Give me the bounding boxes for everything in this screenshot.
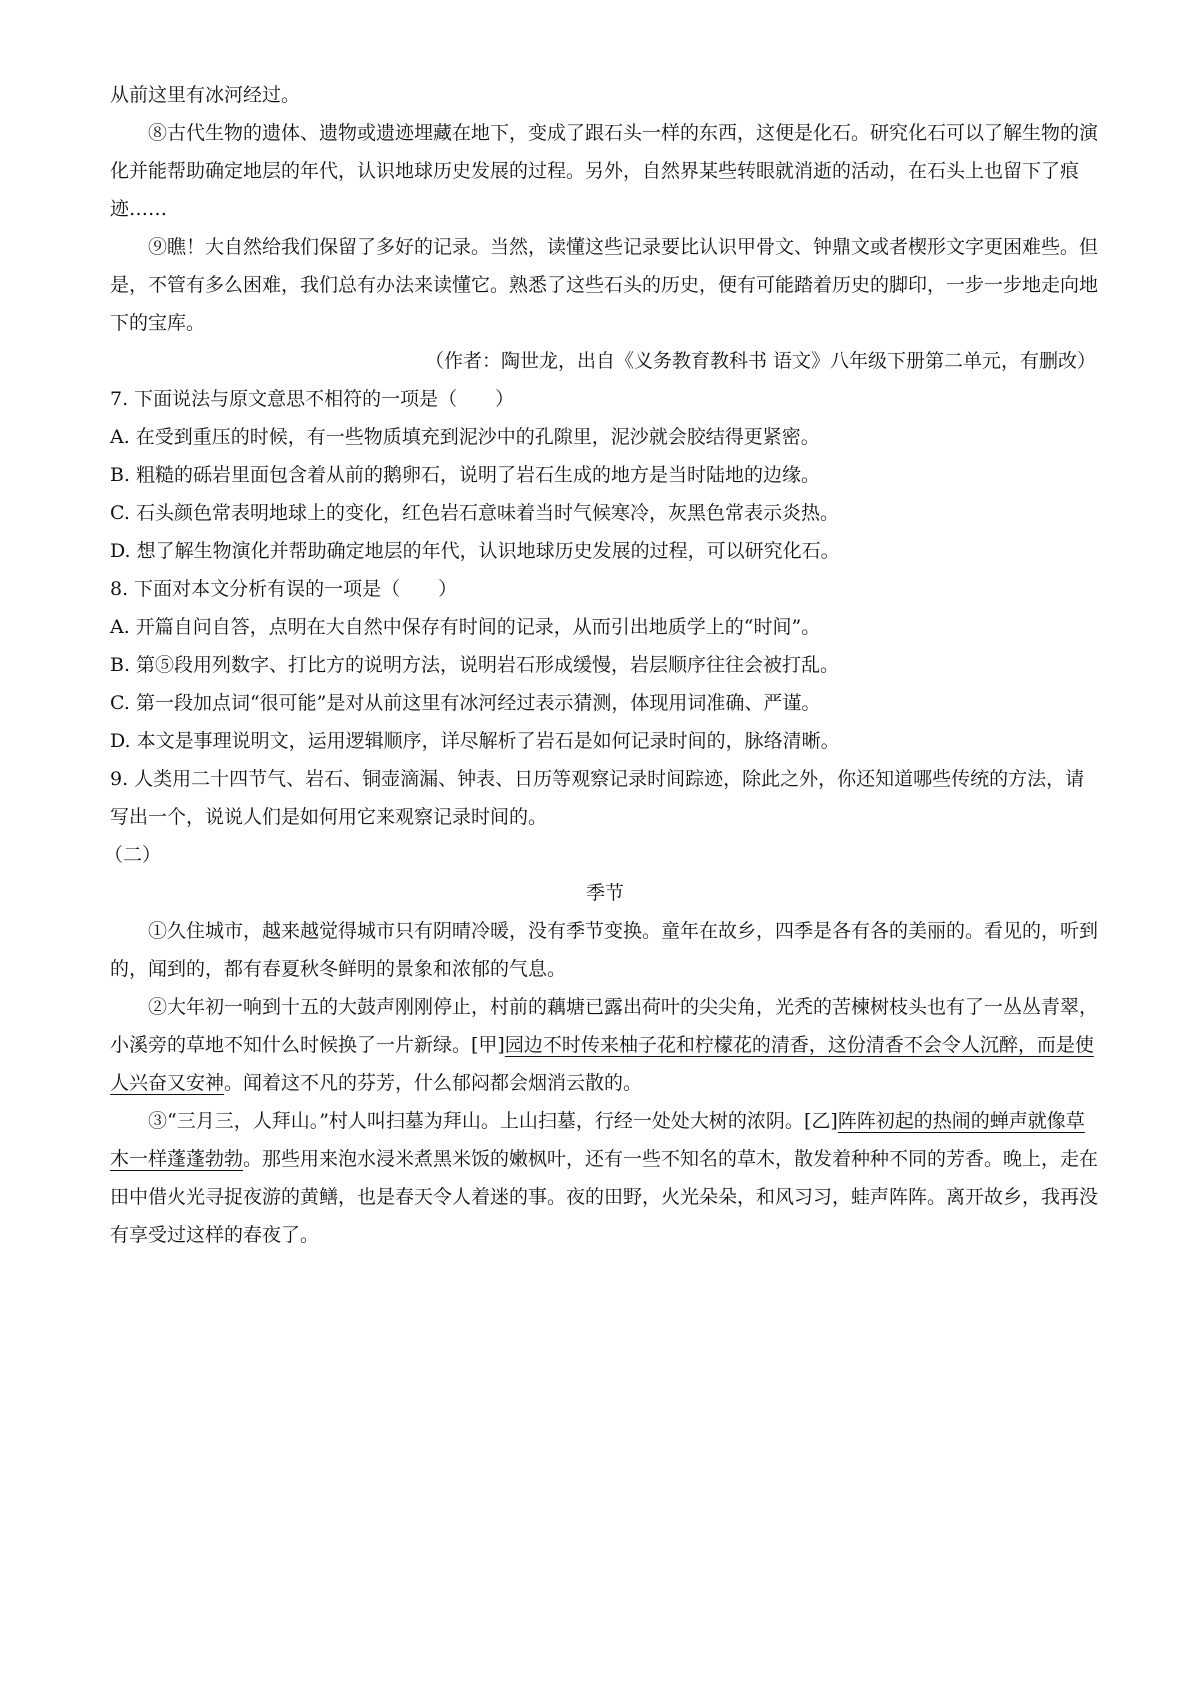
season-paragraph-2-end: 。闻着这不凡的芬芳，什么郁闷都会烟消云散的。	[224, 1072, 643, 1094]
article-paragraph-8: ⑧古代生物的遗体、遗物或遗迹埋藏在地下，变成了跟石头一样的东西，这便是化石。研究化石可以了解生物的演化并能帮助确定地层的年代，认识地球历史发展的过程。另外，自然界某些转眼就消逝的活动，在石头上也留下了痕迹……	[110, 122, 1099, 220]
season-paragraph-1: ①久住城市，越来越觉得城市只有阴晴冷暖，没有季节变换。童年在故乡，四季是各有各的美丽的。看见的，听到的，闻到的，都有春夏秋冬鲜明的景象和浓郁的气息。	[110, 920, 1099, 980]
question-7-option-b: B. 粗糙的砾岩里面包含着从前的鹅卵石，说明了岩石生成的地方是当时陆地的边缘。	[110, 464, 821, 486]
article-line-continuation: 从前这里有冰河经过。	[110, 84, 301, 106]
question-8-stem: 8. 下面对本文分析有误的一项是（ ）	[110, 578, 458, 600]
question-9-stem: 9. 人类用二十四节气、岩石、铜壶滴漏、钟表、日历等观察记录时间踪迹，除此之外，你还知道哪些传统的方法，请写出一个，说说人们是如何用它来观察记录时间的。	[110, 768, 1085, 828]
article-paragraph-9: ⑨瞧！大自然给我们保留了多好的记录。当然，读懂这些记录要比认识甲骨文、钟鼎文或者楔形文字更困难些。但是，不管有多么困难，我们总有办法来读懂它。熟悉了这些石头的历史，便有可能踏着历史的脚印，一步一步地走向地下的宝库。	[110, 236, 1099, 334]
question-7-option-a: A. 在受到重压的时候，有一些物质填充到泥沙中的孔隙里，泥沙就会胶结得更紧密。	[110, 426, 820, 448]
question-7-option-d: D. 想了解生物演化并帮助确定地层的年代，认识地球历史发展的过程，可以研究化石。	[110, 540, 840, 562]
season-paragraph-3-start: ③“三月三，人拜山。”村人叫扫墓为拜山。上山扫墓，行经一处处大树的浓阴。	[148, 1110, 804, 1132]
exam-page	[104, 76, 1100, 1254]
season-paragraph-3	[110, 1102, 1100, 1254]
question-7-option-c: C. 石头颜色常表明地球上的变化，红色岩石意味着当时气候寒冷，灰黑色常表示炎热。	[110, 502, 839, 524]
season-paragraph-3-end: 。那些用来泡水浸米煮黑米饭的嫩枫叶，还有一些不知名的草木，散发着种种不同的芳香。晚上，走在田中借火光寻捉夜游的黄鳝，也是春天令人着迷的事。夜的田野，火光朵朵，和风习习，蛙声阵阵。离开故乡，我再没有享受过这样的春夜了。	[110, 1148, 1099, 1246]
underlined-sentence-jia: 园边不时传来柚子花和柠檬花的清香，这份清香不会令人沉醉，而是使人兴奋又安神	[110, 1034, 1094, 1094]
section-2-label: （二）	[104, 844, 162, 866]
marker-jia: [甲]	[471, 1034, 505, 1056]
question-7-stem: 7. 下面说法与原文意思不相符的一项是（ ）	[110, 388, 515, 410]
underlined-sentence-yi: 阵阵初起的热闹的蝉声就像草木一样蓬蓬勃勃	[110, 1110, 1085, 1170]
marker-yi: [乙]	[803, 1110, 838, 1132]
question-8-option-c: C. 第一段加点词“很可能”是对从前这里有冰河经过表示猜测，体现用词准确、严谨。	[110, 692, 821, 714]
season-paragraph-2	[110, 988, 1100, 1102]
season-paragraph-2-start: ②大年初一响到十五的大鼓声刚刚停止，村前的藕塘已露出荷叶的尖尖角，光秃的苦楝树枝头也有了一丛丛青翠，小溪旁的草地不知什么时候换了一片新绿。	[110, 996, 1099, 1056]
question-8-option-b: B. 第⑤段用列数字、打比方的说明方法，说明岩石形成缓慢，岩层顺序往往会被打乱。	[110, 654, 840, 676]
question-8-option-d: D. 本文是事理说明文，运用逻辑顺序，详尽解析了岩石是如何记录时间的，脉络清晰。	[110, 730, 840, 752]
question-8-option-a: A. 开篇自问自答，点明在大自然中保存有时间的记录，从而引出地质学上的“时间”。	[110, 616, 821, 638]
section-2-title: 季节	[585, 882, 624, 904]
article-attribution: （作者：陶世龙，出自《义务教育教科书 语文》八年级下册第二单元，有删改）	[424, 350, 1096, 372]
